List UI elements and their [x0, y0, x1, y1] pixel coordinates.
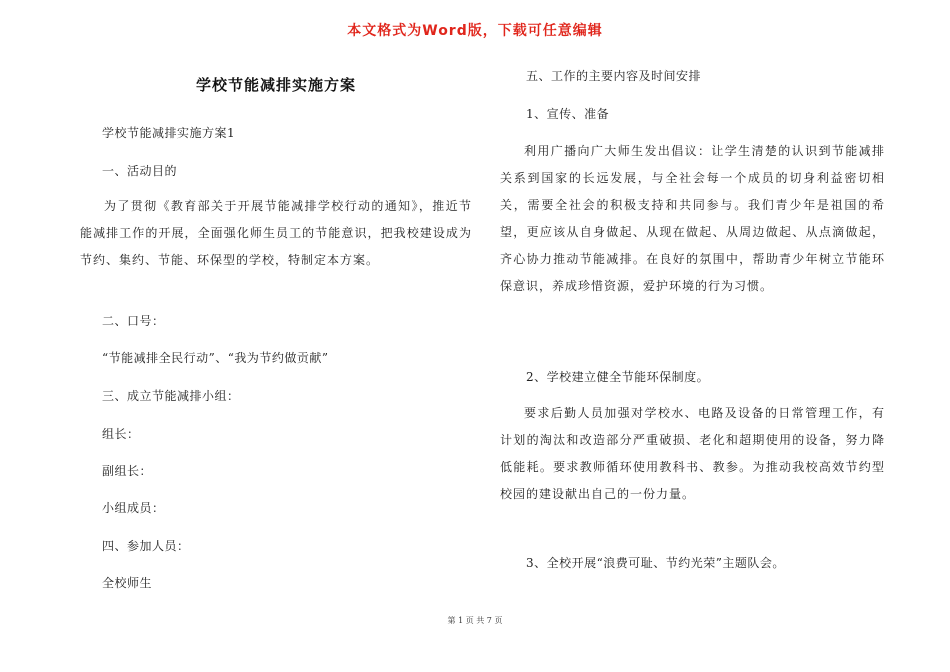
- section-heading-participants: 四、参加人员：: [102, 539, 190, 553]
- paragraph-publicity: 利用广播向广大师生发出倡议：让学生清楚的认识到节能减排关系到国家的长远发展，与全社会每一个成员的切身利益密切相关，需要全社会的积极支持和共同参与。我们青少年是祖国的希望，更应该从自身做起、从现在做起、从周边做起、从点滴做起，齐心协力推动节能减排。在良好的氛围中，帮助青少年树立节能环保意识，养成珍惜资源，爱护环境的行为习惯。: [500, 144, 885, 293]
- slogan-text: “节能减排全民行动”、“我为节约做贡献”: [102, 351, 329, 365]
- section-heading-group: 三、成立节能减排小组：: [102, 389, 240, 403]
- format-banner: 本文格式为Word版，下载可任意编辑: [347, 23, 603, 39]
- document-subtitle: 学校节能减排实施方案1: [102, 126, 236, 140]
- group-members-label: 小组成员：: [102, 501, 165, 515]
- deputy-leader-label: 副组长：: [102, 464, 153, 478]
- item-heading-publicity: 1、宣传、准备: [526, 107, 610, 121]
- section-heading-schedule: 五、工作的主要内容及时间安排: [526, 69, 702, 83]
- paragraph-purpose: 为了贯彻《教育部关于开展节能减排学校行动的通知》，推近节能减排工作的开展，全面强化师生员工的节能意识，把我校建设成为节约、集约、节能、环保型的学校，特制定本方案。: [80, 199, 472, 267]
- group-leader-label: 组长：: [102, 427, 140, 441]
- page-number: 第 1 页 共 7 页: [447, 616, 503, 625]
- item-heading-system: 2、学校建立健全节能环保制度。: [526, 370, 710, 384]
- section-heading-purpose: 一、活动目的: [102, 164, 178, 178]
- participants-text: 全校师生: [102, 576, 153, 590]
- section-heading-slogan: 二、口号：: [102, 314, 165, 328]
- paragraph-system: 要求后勤人员加强对学校水、电路及设备的日常管理工作，有计划的淘汰和改造部分严重破损、老化和超期使用的设备，努力降低能耗。要求教师循环使用教科书、教参。为推动我校高效节约型校园的建设献出自己的一份力量。: [500, 406, 885, 501]
- item-heading-class-meeting: 3、全校开展“浪费可耻、节约光荣”主题队会。: [526, 556, 785, 570]
- document-title: 学校节能减排实施方案: [195, 76, 356, 94]
